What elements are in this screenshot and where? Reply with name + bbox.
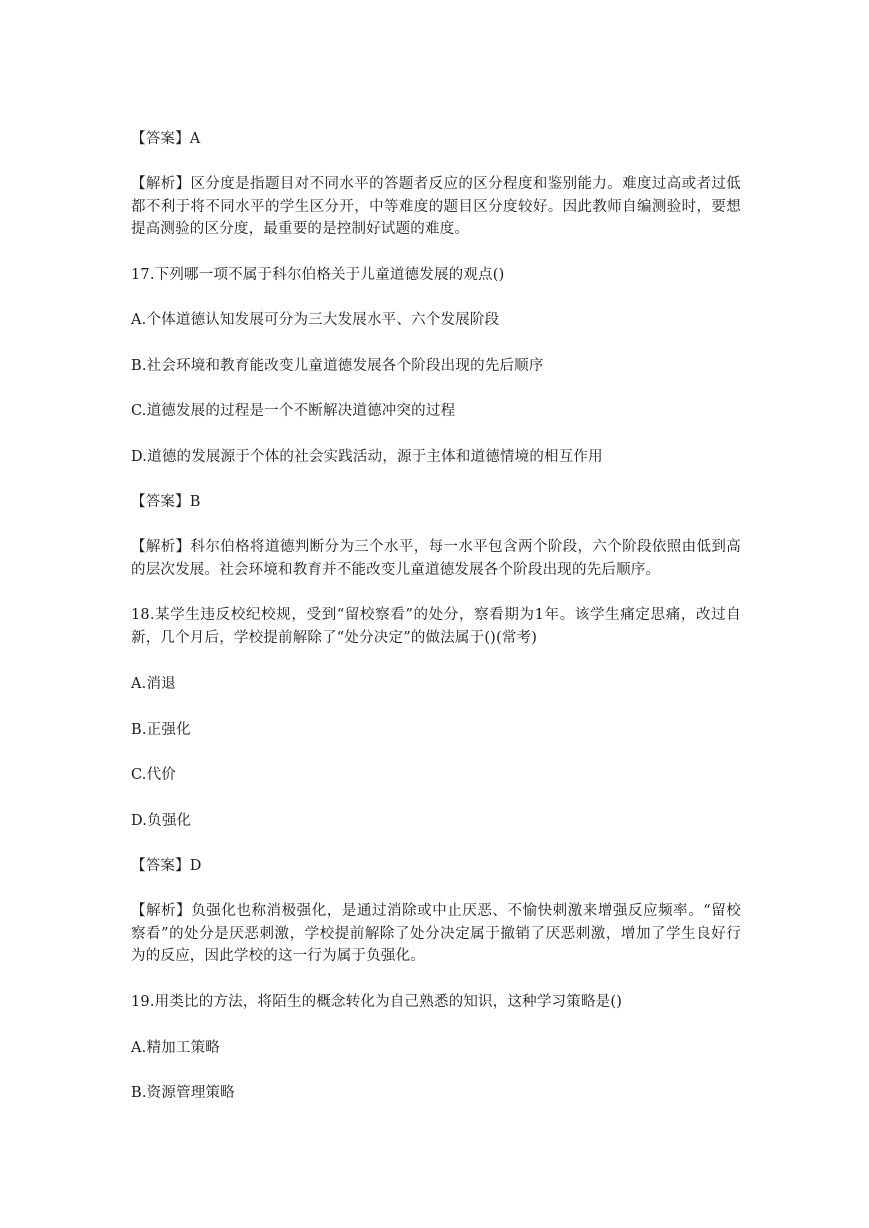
question-19-option-b: B.资源管理策略 [131, 1085, 235, 1101]
question-19-option-a: A.精加工策略 [131, 1040, 220, 1056]
answer-18: 【答案】D [131, 858, 202, 874]
analysis-16: 【解析】区分度是指题目对不同水平的答题者反应的区分程度和鉴别能力。难度过高或者过低都不利于将不同水平的学生区分开，中等难度的题目区分度较好。因此教师自编测验时，要想提高测验的区分度，最重要的是控制好试题的难度。 [131, 176, 741, 237]
question-17-option-c: C.道德发展的过程是一个不断解决道德冲突的过程 [131, 403, 456, 419]
question-18-option-a: A.消退 [131, 676, 176, 692]
question-17-option-d: D.道德的发展源于个体的社会实践活动，源于主体和道德情境的相互作用 [131, 449, 603, 465]
question-19: 19.用类比的方法，将陌生的概念转化为自己熟悉的知识，这种学习策略是() [131, 994, 623, 1010]
analysis-18: 【解析】负强化也称消极强化，是通过消除或中止厌恶、不愉快刺激来增强反应频率。“留校察看”的处分是厌恶刺激，学校提前解除了处分决定属于撤销了厌恶刺激，增加了学生良好行为的反应，因此学校的这一行为属于负强化。 [131, 903, 741, 964]
question-17: 17.下列哪一项不属于科尔伯格关于儿童道德发展的观点() [131, 267, 505, 283]
question-17-option-b: B.社会环境和教育能改变儿童道德发展各个阶段出现的先后顺序 [131, 358, 544, 374]
analysis-17: 【解析】科尔伯格将道德判断分为三个水平，每一水平包含两个阶段，六个阶段依照由低到高的层次发展。社会环境和教育并不能改变儿童道德发展各个阶段出现的先后顺序。 [131, 539, 741, 578]
answer-17: 【答案】B [131, 494, 201, 510]
question-17-option-a: A.个体道德认知发展可分为三大发展水平、六个发展阶段 [131, 312, 500, 328]
question-18-option-d: D.负强化 [131, 813, 192, 829]
question-18-option-b: B.正强化 [131, 722, 191, 738]
question-18-option-c: C.代价 [131, 767, 176, 783]
answer-16: 【答案】A [131, 131, 201, 147]
question-18: 18.某学生违反校纪校规，受到“留校察看”的处分，察看期为1年。该学生痛定思痛，改过自新，几个月后，学校提前解除了“处分决定”的做法属于()(常考) [131, 607, 741, 646]
